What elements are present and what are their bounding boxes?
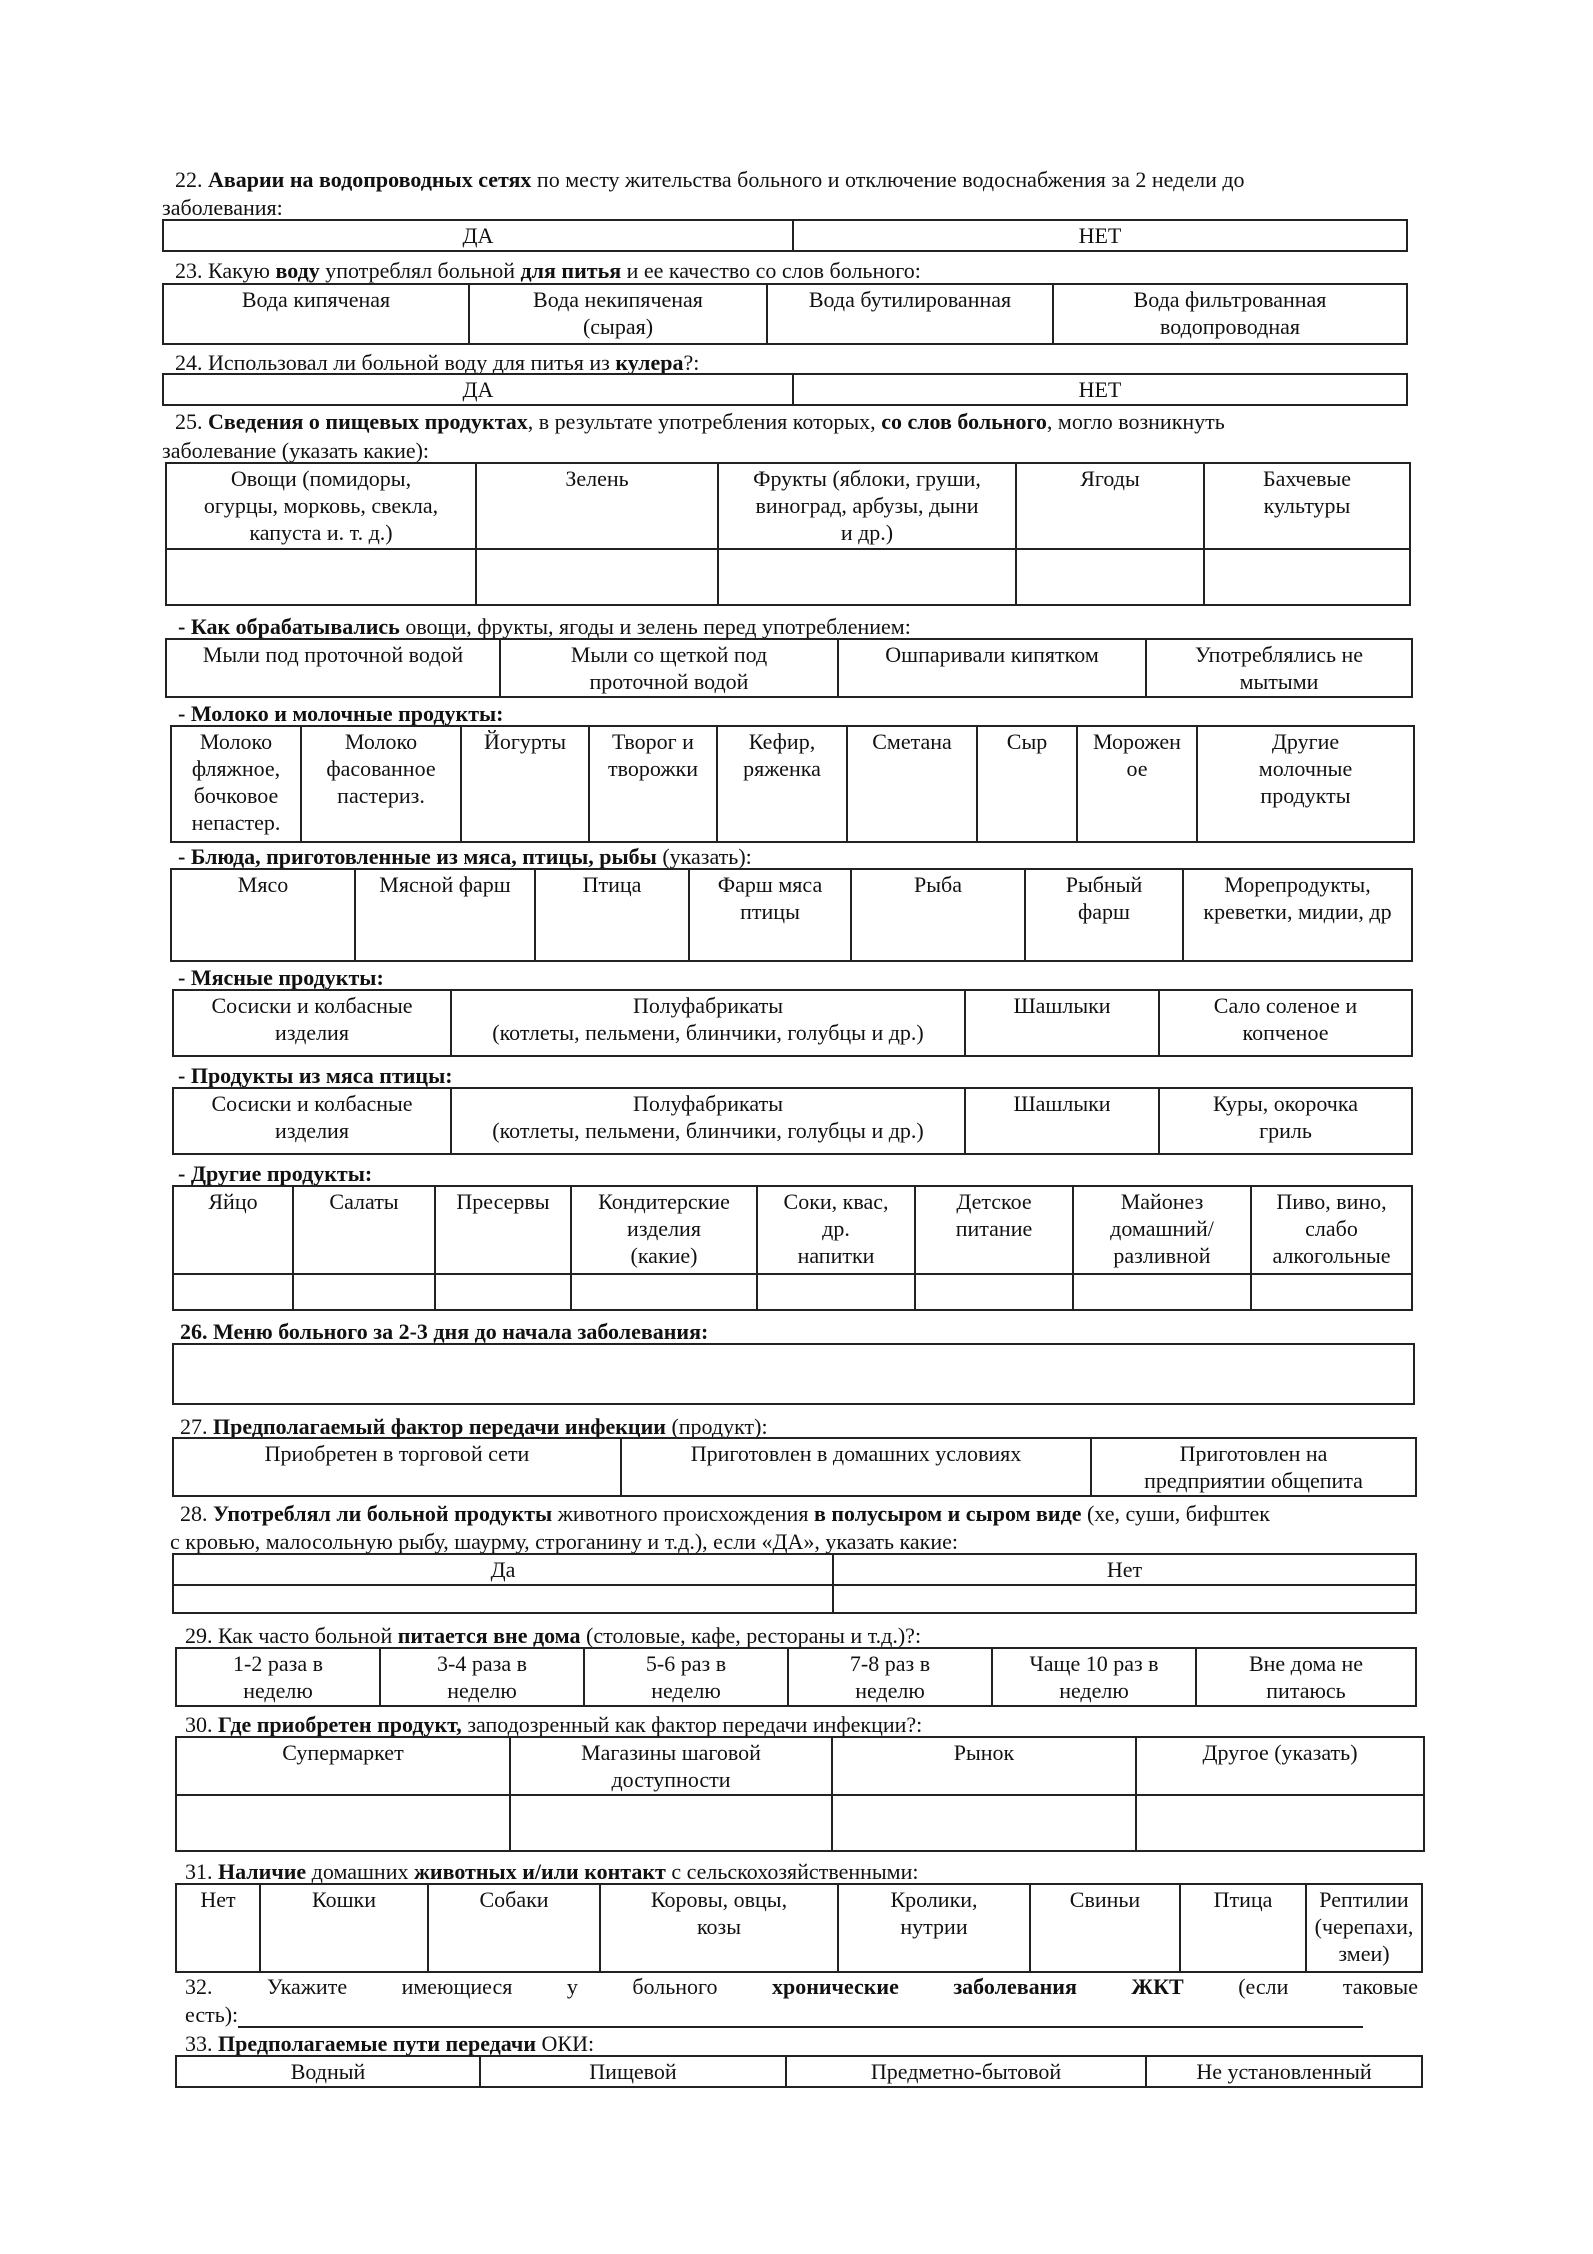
q25-text-line2: заболевание (указать какие):: [162, 438, 430, 463]
q25c-option-poultry[interactable]: Птица: [535, 869, 689, 961]
q25c-text: - Блюда, приготовленные из мяса, птицы, рыбы (указать):: [178, 844, 752, 869]
q29-options: [175, 1647, 1417, 1707]
q25-input-berries[interactable]: [1016, 549, 1204, 605]
q25a-option-brush[interactable]: Мыли со щеткой под проточной водой: [500, 639, 838, 697]
q25f-option-beer-wine[interactable]: Пиво, вино, слабо алкогольные: [1251, 1186, 1412, 1274]
q33-option-contact[interactable]: Предметно-бытовой: [786, 2056, 1146, 2087]
q25b-option-packaged-milk[interactable]: Молоко фасованное пастериз.: [301, 726, 461, 842]
q25a-text: - Как обрабатывались овощи, фрукты, ягоды и зелень перед употреблением:: [178, 614, 911, 639]
q25d-label: - Мясные продукты:: [178, 965, 384, 990]
q30-options: [175, 1736, 1425, 1852]
q26-menu-box: [172, 1343, 1415, 1405]
q24-text: 24. Использовал ли больной воду для питья из кулера?:: [175, 350, 700, 375]
q26-label: 26. Меню больного за 2-3 дня до начала заболевания:: [180, 1319, 709, 1344]
q23-text: 23. Какую воду употреблял больной для питья и ее качество со слов больного:: [175, 258, 921, 283]
q29-option-5-6[interactable]: 5-6 раз в неделю: [584, 1648, 788, 1706]
q25d-option-kebabs[interactable]: Шашлыки: [965, 990, 1159, 1056]
q25c-option-minced-fish[interactable]: Рыбный фарш: [1025, 869, 1183, 961]
q22-text-line2: заболевания:: [162, 195, 283, 220]
q31-option-dogs[interactable]: Собаки: [428, 1884, 600, 1972]
q31-option-reptiles[interactable]: Рептилии (черепахи, змеи): [1306, 1884, 1422, 1972]
q25b-option-ice-cream[interactable]: Морожен ое: [1077, 726, 1197, 842]
q32-text: 32. Укажите имеющиеся у больного хронические заболевания ЖКТ (если таковые: [185, 1974, 1418, 1999]
q23-option-raw[interactable]: Вода некипяченая (сырая): [469, 284, 767, 344]
q23-option-bottled[interactable]: Вода бутилированная: [767, 284, 1053, 344]
q25a-option-scalded[interactable]: Ошпаривали кипятком: [838, 639, 1146, 697]
q27-option-home[interactable]: Приготовлен в домашних условиях: [621, 1438, 1091, 1496]
q25f-option-baby-food[interactable]: Детское питание: [915, 1186, 1073, 1274]
q25f-option-mayonnaise[interactable]: Майонез домашний/ разливной: [1073, 1186, 1251, 1274]
q25f-input-eggs[interactable]: [173, 1274, 293, 1310]
q31-text: 31. Наличие домашних животных и/или контакт с сельскохозяйственными:: [185, 1859, 919, 1884]
q25c-option-meat[interactable]: Мясо: [171, 869, 355, 961]
q24-options: [162, 373, 1408, 406]
q25d-option-sausages[interactable]: Сосиски и колбасные изделия: [173, 990, 451, 1056]
q28-option-no[interactable]: Нет: [833, 1554, 1416, 1585]
q28-text-line2: с кровью, малосольную рыбу, шаурму, строганину и т.д.), если «ДА», указать какие:: [170, 1529, 959, 1554]
q25c-option-minced-poultry[interactable]: Фарш мяса птицы: [689, 869, 851, 961]
q27-text: 27. Предполагаемый фактор передачи инфекции (продукт):: [180, 1414, 768, 1439]
q30-input-supermarket[interactable]: [176, 1795, 510, 1851]
q25e-option-kebabs[interactable]: Шашлыки: [965, 1088, 1159, 1154]
q31-option-cattle[interactable]: Коровы, овцы, козы: [600, 1884, 838, 1972]
q29-option-never[interactable]: Вне дома не питаюсь: [1196, 1648, 1416, 1706]
q25f-option-juices[interactable]: Соки, квас, др. напитки: [757, 1186, 915, 1274]
q33-option-unknown[interactable]: Не установленный: [1146, 2056, 1422, 2087]
q31-options: [175, 1883, 1423, 1973]
q25-option-vegetables[interactable]: Овощи (помидоры, огурцы, морковь, свекла, капуста и. т. д.): [166, 463, 476, 549]
q29-option-1-2[interactable]: 1-2 раза в неделю: [176, 1648, 380, 1706]
q25f-option-preserves[interactable]: Пресервы: [435, 1186, 571, 1274]
q28-input-yes[interactable]: [173, 1585, 833, 1613]
q24-option-no[interactable]: НЕТ: [793, 374, 1407, 405]
q30-input-market[interactable]: [832, 1795, 1136, 1851]
q25c-option-minced-meat[interactable]: Мясной фарш: [355, 869, 535, 961]
q31-option-cats[interactable]: Кошки: [260, 1884, 428, 1972]
q30-input-other[interactable]: [1136, 1795, 1424, 1851]
q31-option-none[interactable]: Нет: [176, 1884, 260, 1972]
q22-text: 22. Аварии на водопроводных сетях по месту жительства больного и отключение водоснабжения за 2 недели до: [175, 167, 1245, 192]
q25e-options: [172, 1087, 1413, 1155]
q25f-input-preserves[interactable]: [435, 1274, 571, 1310]
q28-input-no[interactable]: [833, 1585, 1416, 1613]
q25b-option-cheese[interactable]: Сыр: [977, 726, 1077, 842]
q25f-option-confectionery[interactable]: Кондитерские изделия (какие): [571, 1186, 757, 1274]
q25f-input-beer-wine[interactable]: [1251, 1274, 1412, 1310]
q23-options: [162, 283, 1408, 345]
q25f-option-salads[interactable]: Салаты: [293, 1186, 435, 1274]
q26-menu-input[interactable]: [173, 1344, 1414, 1404]
q25f-input-juices[interactable]: [757, 1274, 915, 1310]
q25a-option-running-water[interactable]: Мыли под проточной водой: [166, 639, 500, 697]
q25f-input-mayonnaise[interactable]: [1073, 1274, 1251, 1310]
q33-option-water[interactable]: Водный: [176, 2056, 480, 2087]
q28-option-yes[interactable]: Да: [173, 1554, 833, 1585]
q28-options: [172, 1553, 1417, 1614]
q27-options: [172, 1437, 1417, 1497]
q33-options: [175, 2055, 1423, 2088]
q22-option-yes[interactable]: ДА: [163, 220, 793, 251]
q25-input-melons[interactable]: [1204, 549, 1410, 605]
q25-option-greens[interactable]: Зелень: [476, 463, 718, 549]
q31-option-rabbits[interactable]: Кролики, нутрии: [838, 1884, 1030, 1972]
q24-option-yes[interactable]: ДА: [163, 374, 793, 405]
q31-option-pigs[interactable]: Свиньи: [1030, 1884, 1180, 1972]
q30-text: 30. Где приобретен продукт, заподозренный как фактор передачи инфекции?:: [185, 1712, 923, 1737]
q25e-option-semi-finished[interactable]: Полуфабрикаты (котлеты, пельмени, блинчики, голубцы и др.): [451, 1088, 965, 1154]
q25f-input-baby-food[interactable]: [915, 1274, 1073, 1310]
q25b-option-other-dairy[interactable]: Другие молочные продукты: [1197, 726, 1414, 842]
q22-options: [162, 219, 1408, 252]
q23-option-boiled[interactable]: Вода кипяченая: [163, 284, 469, 344]
q27-option-catering[interactable]: Приготовлен на предприятии общепита: [1091, 1438, 1416, 1496]
q25e-option-sausages[interactable]: Сосиски и колбасные изделия: [173, 1088, 451, 1154]
q22-option-no[interactable]: НЕТ: [793, 220, 1407, 251]
q25c-option-seafood[interactable]: Морепродукты, креветки, мидии, др: [1183, 869, 1412, 961]
q25b-option-kefir[interactable]: Кефир, ряженка: [717, 726, 847, 842]
q25-text: 25. Сведения о пищевых продуктах, в результате употребления которых, со слов больного, могло возникнуть: [175, 409, 1225, 434]
q25b-option-sour-cream[interactable]: Сметана: [847, 726, 977, 842]
q30-option-market[interactable]: Рынок: [832, 1737, 1136, 1795]
q29-option-10-plus[interactable]: Чаще 10 раз в неделю: [992, 1648, 1196, 1706]
q25b-option-bulk-milk[interactable]: Молоко фляжное, бочковое непастер.: [171, 726, 301, 842]
q33-option-food[interactable]: Пищевой: [480, 2056, 786, 2087]
q25-option-melons[interactable]: Бахчевые культуры: [1204, 463, 1410, 549]
q30-option-convenience-store[interactable]: Магазины шаговой доступности: [510, 1737, 832, 1795]
q25-option-berries[interactable]: Ягоды: [1016, 463, 1204, 549]
q25a-options: [165, 638, 1413, 698]
q29-option-3-4[interactable]: 3-4 раза в неделю: [380, 1648, 584, 1706]
q30-option-supermarket[interactable]: Супермаркет: [176, 1737, 510, 1795]
q25c-option-fish[interactable]: Рыба: [851, 869, 1025, 961]
q25b-label: - Молоко и молочные продукты:: [178, 701, 504, 726]
q25-options: [165, 462, 1411, 606]
q29-text: 29. Как часто больной питается вне дома (столовые, кафе, рестораны и т.д.)?:: [185, 1623, 922, 1648]
q25-input-greens[interactable]: [476, 549, 718, 605]
q25e-option-grilled-chicken[interactable]: Куры, окорочка гриль: [1159, 1088, 1412, 1154]
q25f-input-salads[interactable]: [293, 1274, 435, 1310]
q30-option-other[interactable]: Другое (указать): [1136, 1737, 1424, 1795]
q32-text-line2: есть):: [185, 2001, 1363, 2028]
q25b-option-yogurt[interactable]: Йогурты: [461, 726, 589, 842]
q25c-options: [170, 868, 1413, 962]
q23-option-filtered[interactable]: Вода фильтрованная водопроводная: [1053, 284, 1407, 344]
q33-text: 33. Предполагаемые пути передачи ОКИ:: [185, 2031, 595, 2056]
q25f-options: [172, 1185, 1413, 1311]
q25-input-vegetables[interactable]: [166, 549, 476, 605]
q25d-option-salo[interactable]: Сало соленое и копченое: [1159, 990, 1412, 1056]
q25a-option-unwashed[interactable]: Употреблялись не мытыми: [1146, 639, 1412, 697]
q31-option-poultry[interactable]: Птица: [1180, 1884, 1306, 1972]
q25b-option-cottage-cheese[interactable]: Творог и творожки: [589, 726, 717, 842]
q25f-input-confectionery[interactable]: [571, 1274, 757, 1310]
q25d-options: [172, 989, 1413, 1057]
q25d-option-semi-finished[interactable]: Полуфабрикаты (котлеты, пельмени, блинчики, голубцы и др.): [451, 990, 965, 1056]
q25f-option-eggs[interactable]: Яйцо: [173, 1186, 293, 1274]
q30-input-convenience-store[interactable]: [510, 1795, 832, 1851]
q28-text: 28. Употреблял ли больной продукты животного происхождения в полусыром и сыром виде (хе, суши, бифштек: [180, 1501, 1270, 1526]
q27-option-retail[interactable]: Приобретен в торговой сети: [173, 1438, 621, 1496]
q32-answer-line[interactable]: [238, 2002, 1363, 2028]
q25f-label: - Другие продукты:: [178, 1161, 373, 1186]
q25-input-fruits[interactable]: [718, 549, 1016, 605]
q29-option-7-8[interactable]: 7-8 раз в неделю: [788, 1648, 992, 1706]
q25e-label: - Продукты из мяса птицы:: [178, 1063, 453, 1088]
q25b-options: [170, 725, 1415, 843]
q25-option-fruits[interactable]: Фрукты (яблоки, груши, виноград, арбузы, дыни и др.): [718, 463, 1016, 549]
